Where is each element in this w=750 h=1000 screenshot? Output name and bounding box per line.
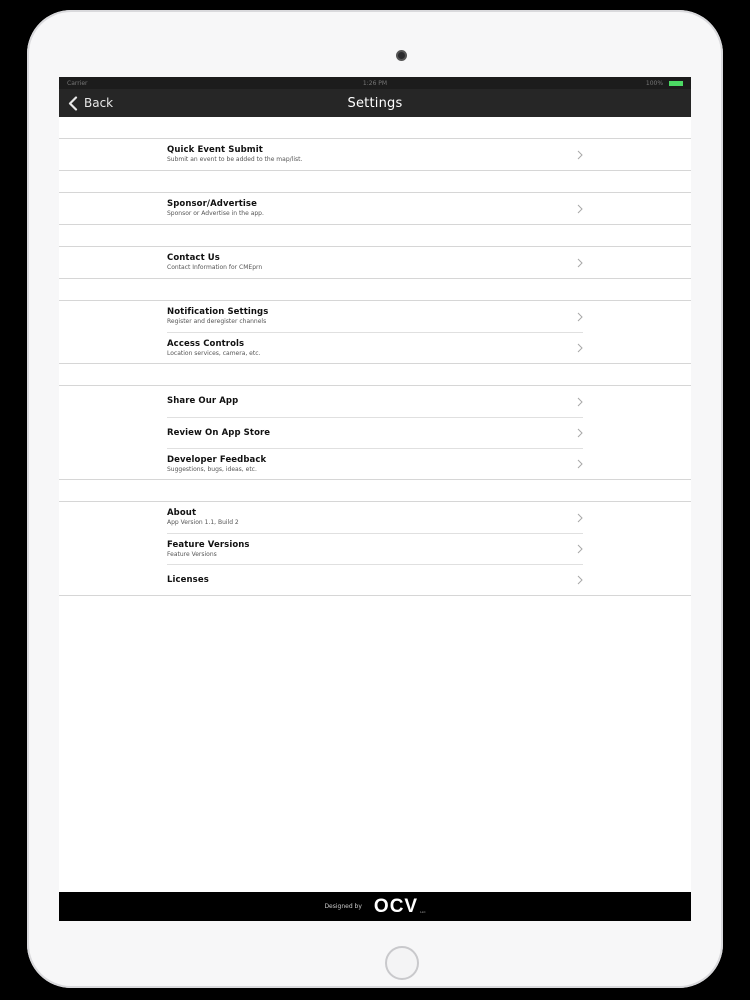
settings-group — [59, 301, 691, 364]
row-title: Contact Us — [167, 253, 220, 263]
front-camera — [396, 50, 407, 61]
chevron-right-icon — [577, 513, 583, 523]
chevron-right-icon — [577, 544, 583, 554]
status-carrier: Carrier — [67, 79, 88, 87]
settings-group — [59, 247, 691, 279]
row-title: Review On App Store — [167, 427, 271, 438]
ocv-logo[interactable]: OCV — [373, 895, 419, 917]
designed-by-label: Designed by — [324, 903, 362, 910]
status-time: 1:26 PM — [362, 79, 388, 87]
row-title: Share Our App — [167, 396, 239, 406]
status-battery — [646, 80, 683, 87]
chevron-right-icon — [577, 204, 583, 214]
settings-row-sponsor-advertise[interactable] — [167, 193, 583, 224]
page-title: Settings — [347, 95, 403, 111]
row-title: About — [167, 508, 197, 518]
status-bar — [59, 77, 691, 89]
row-subtitle: Suggestions, bugs, ideas, etc. — [167, 465, 257, 473]
row-subtitle: Contact Information for CMEprn — [167, 264, 263, 271]
row-subtitle: Submit an event to be added to the map/list. — [167, 156, 303, 163]
chevron-right-icon — [577, 150, 583, 160]
settings-row-share-our-app[interactable] — [167, 386, 583, 417]
settings-row-contact-us[interactable] — [167, 247, 583, 278]
settings-row-notification-settings[interactable] — [167, 301, 583, 332]
settings-row-review-on-app-store[interactable] — [167, 417, 583, 448]
row-subtitle: Register and deregister channels — [167, 318, 267, 325]
battery-percent: 100% — [645, 79, 664, 87]
row-title: Quick Event Submit — [167, 145, 263, 155]
row-subtitle: App Version 1.1, Build 2 — [167, 519, 239, 526]
settings-list — [59, 117, 691, 892]
back-label: Back — [84, 96, 114, 110]
chevron-left-icon — [67, 96, 80, 111]
section-spacer — [59, 225, 691, 247]
settings-row-feature-versions[interactable] — [167, 533, 583, 564]
settings-group — [59, 193, 691, 225]
settings-row-quick-event-submit[interactable] — [167, 139, 583, 170]
chevron-right-icon — [577, 258, 583, 268]
chevron-right-icon — [577, 428, 583, 438]
chevron-right-icon — [577, 397, 583, 407]
section-spacer — [59, 171, 691, 193]
row-subtitle: Feature Versions — [167, 550, 217, 558]
settings-group — [59, 502, 691, 596]
home-button[interactable] — [385, 946, 419, 980]
chevron-right-icon — [577, 312, 583, 322]
ocv-logo-suffix: LLC — [420, 910, 426, 914]
row-title: Notification Settings — [167, 307, 269, 317]
navigation-bar — [59, 89, 691, 117]
app-screen — [59, 77, 691, 921]
section-spacer — [59, 480, 691, 502]
battery-icon — [669, 81, 683, 86]
section-spacer — [59, 364, 691, 386]
row-subtitle: Location services, camera, etc. — [167, 349, 261, 357]
section-spacer — [59, 279, 691, 301]
settings-row-licenses[interactable] — [167, 564, 583, 595]
settings-group — [59, 139, 691, 171]
row-subtitle: Sponsor or Advertise in the app. — [167, 210, 264, 217]
row-title: Access Controls — [167, 338, 245, 349]
section-spacer — [59, 117, 691, 139]
row-title: Licenses — [167, 574, 209, 585]
back-button[interactable] — [67, 89, 113, 117]
row-title: Developer Feedback — [167, 454, 267, 465]
settings-group — [59, 386, 691, 480]
footer-branding — [59, 892, 691, 921]
settings-row-developer-feedback[interactable] — [167, 448, 583, 479]
row-title: Sponsor/Advertise — [167, 199, 257, 209]
settings-row-access-controls[interactable] — [167, 332, 583, 363]
row-title: Feature Versions — [167, 539, 250, 550]
chevron-right-icon — [577, 343, 583, 353]
settings-row-about[interactable] — [167, 502, 583, 533]
chevron-right-icon — [577, 575, 583, 585]
chevron-right-icon — [577, 459, 583, 469]
